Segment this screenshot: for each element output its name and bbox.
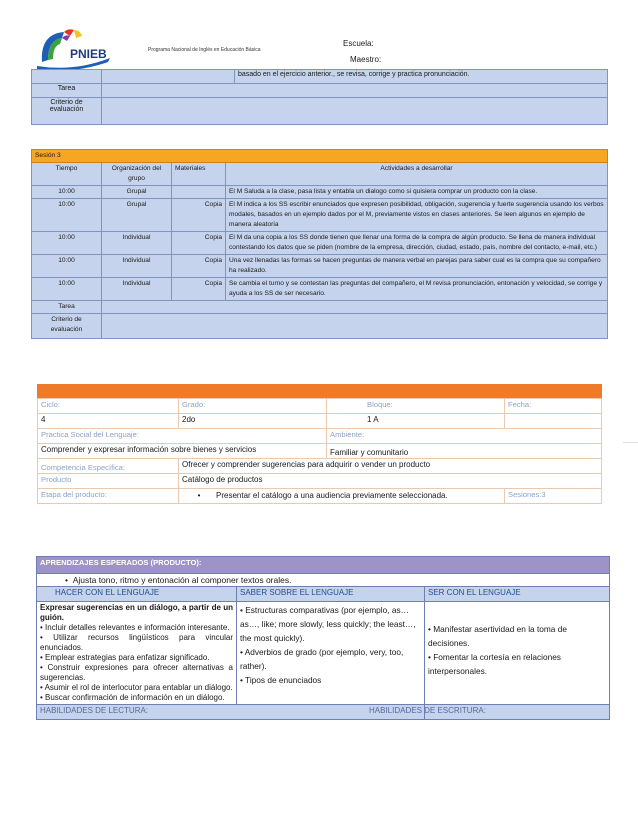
- session-title-row: [32, 150, 608, 163]
- list-item: • Incluir detalles relevantes e información interesante.: [40, 623, 230, 632]
- bloque-label: Bloque:: [327, 399, 505, 414]
- ambiente-value: Familiar y comunitario: [327, 444, 602, 459]
- activity-text: basado en el ejercicio anterior., se revisa, corrige y practica pronunciación.: [235, 70, 608, 84]
- org-cell: Individual: [102, 255, 172, 278]
- criterio-label: Criterio de evaluación: [32, 314, 102, 339]
- producto-value: Catálogo de productos: [179, 474, 602, 489]
- mat-cell: Copia: [172, 278, 226, 301]
- table-row: [32, 255, 608, 278]
- program-name: Programa Nacional de Inglés en Educación Básica: [148, 47, 261, 53]
- esperado-row: [37, 574, 610, 587]
- ser-column: [425, 602, 610, 705]
- escuela-label: Escuela:: [343, 39, 374, 48]
- table-row: [38, 489, 602, 504]
- list-item: • Estructuras comparativas (por ejemplo, as… as…, like; more slowly, less quickly; the least…, the most quickly).: [240, 605, 416, 643]
- aprendizajes-title-row: [37, 557, 610, 574]
- bloque-value: 1 A: [327, 414, 505, 429]
- sesiones-label: Sesiones:3: [505, 489, 602, 504]
- tarea-row: [32, 84, 608, 98]
- act-cell: El M Saluda a la clase, pasa lista y entabla un dialogo como si quisiera comprar un producto con la clase.: [226, 186, 608, 199]
- practica-label: Practica Social del Lenguaje:: [38, 429, 327, 444]
- fecha-label: Fecha:: [505, 399, 602, 414]
- escritura-label: HABILIDADES DE ESCRITURA:: [369, 706, 486, 715]
- pnieb-logo: [34, 22, 114, 72]
- col-header-materiales: Materiales: [172, 163, 226, 186]
- ciclo-table: [37, 398, 602, 504]
- etapa-value: Presentar el catálogo a una audiencia previamente seleccionada.: [216, 491, 448, 500]
- lectura-label: HABILIDADES DE LECTURA:: [37, 705, 425, 720]
- svg-text:PNIEB: PNIEB: [70, 47, 107, 61]
- grado-value: 2do: [179, 414, 327, 429]
- ciclo-value: 4: [38, 414, 179, 429]
- table-row: [32, 186, 608, 199]
- competencia-value: Ofrecer y comprender sugerencias para adquirir o vender un producto: [179, 459, 602, 474]
- content-row: [37, 602, 610, 705]
- org-cell: Grupal: [102, 186, 172, 199]
- column-header-row: [37, 587, 610, 602]
- competencia-label: Competencia Específica:: [38, 459, 179, 474]
- list-item: • Utilizar recursos lingüísticos para vincular enunciados.: [40, 633, 233, 652]
- hacer-column: [37, 602, 237, 705]
- col-header-actividades: Actividades a desarrollar: [226, 163, 608, 186]
- tiempo-cell: 10:00: [32, 186, 102, 199]
- mat-cell: Copia: [172, 232, 226, 255]
- list-item: • Adverbios de grado (por ejemplo, very, too, rather).: [240, 647, 404, 671]
- tarea-label: Tarea: [32, 301, 102, 314]
- table-row: [38, 399, 602, 414]
- grado-label: Grado:: [179, 399, 327, 414]
- mat-cell: Copia: [172, 199, 226, 232]
- etapa-item: [182, 490, 501, 502]
- table-row: [38, 429, 602, 444]
- act-cell: Una vez llenadas las formas se hacen preguntas de manera verbal en parejas para saber cual es la compra que su compañero ha realizado.: [226, 255, 608, 278]
- list-item: • Manifestar asertividad en la toma de decisiones.: [428, 624, 567, 648]
- criterio-row: [32, 314, 608, 339]
- table-row: [38, 474, 602, 489]
- habilidades-row: [37, 705, 610, 720]
- aprendizajes-table: [36, 556, 610, 720]
- ser-header: SER CON EL LENGUAJE: [425, 587, 610, 602]
- table-row: [38, 414, 602, 429]
- ciclo-label: Ciclo:: [38, 399, 179, 414]
- etapa-label: Etapa del producto:: [38, 489, 179, 504]
- tiempo-cell: 10:00: [32, 255, 102, 278]
- mat-cell: [172, 186, 226, 199]
- practica-value: Comprender y expresar información sobre bienes y servicios: [38, 444, 327, 459]
- table-row: [38, 459, 602, 474]
- list-item: • Asumir el rol de interlocutor para entablar un diálogo.: [40, 683, 233, 692]
- tiempo-cell: 10:00: [32, 278, 102, 301]
- ambiente-label: Ambiente:: [327, 429, 602, 444]
- list-item: • Fomentar la cortesía en relaciones interpersonales.: [428, 652, 561, 676]
- org-cell: Grupal: [102, 199, 172, 232]
- mat-cell: Copia: [172, 255, 226, 278]
- list-item: • Buscar confirmación de información en un diálogo.: [40, 693, 225, 702]
- table-row: [38, 444, 602, 459]
- header-row: [32, 163, 608, 186]
- col-header-tiempo: Tiempo: [32, 163, 102, 186]
- org-cell: Individual: [102, 232, 172, 255]
- saber-column: [237, 602, 425, 705]
- aprendizajes-title: APRENDIZAJES ESPERADOS (PRODUCTO):: [37, 557, 610, 574]
- criterio-row: [32, 98, 608, 125]
- previous-session-table: [31, 69, 608, 125]
- producto-label: Producto: [38, 474, 179, 489]
- table-row: [32, 70, 608, 84]
- table-row: [32, 199, 608, 232]
- criterio-label: Criterio de evaluación: [32, 98, 102, 125]
- list-item: • Tipos de enunciados: [240, 675, 322, 685]
- org-cell: Individual: [102, 278, 172, 301]
- act-cell: El M indica a los SS escribir enunciados que expresen posibilidad, obligación, sugerencia y fuerte sugerencia usando los verbos modales, basados en un ejemplo dados por el M, previamente vistos en clases anteriores. Se leen algunos en ejemplo de manera aleatoria: [226, 199, 608, 232]
- maestro-label: Maestro:: [350, 55, 382, 64]
- hacer-title: Expresar sugerencias en un diálogo, a partir de un guión.: [40, 603, 233, 622]
- bullet-icon: •: [65, 575, 73, 585]
- session-3-table: [31, 149, 608, 339]
- saber-header: SABER SOBRE EL LENGUAJE: [237, 587, 425, 602]
- hacer-header: HACER CON EL LENGUAJE: [37, 587, 237, 602]
- col-header-organizacion: Organización del grupo: [102, 163, 172, 186]
- bullet-icon: •: [197, 491, 201, 500]
- orange-header-bar: [37, 384, 602, 398]
- tarea-row: [32, 301, 608, 314]
- table-row: [32, 278, 608, 301]
- list-item: • Emplear estrategias para enfatizar significado.: [40, 653, 210, 662]
- tiempo-cell: 10:00: [32, 232, 102, 255]
- table-row: [32, 232, 608, 255]
- tiempo-cell: 10:00: [32, 199, 102, 232]
- tarea-label: Tarea: [32, 84, 102, 98]
- aprendizaje-esperado: Ajusta tono, ritmo y entonación al componer textos orales.: [72, 575, 292, 585]
- list-item: • Construir expresiones para ofrecer alternativas a sugerencias.: [40, 663, 233, 682]
- act-cell: El M da una copia a los SS donde tienen que llenar una forma de la compra de algún producto. Se llena de manera individual contestando los datos que se piden (nombre de la empresa, dirección, ciudad, estado, país, nombre del contacto, e-mail, etc.): [226, 232, 608, 255]
- session-title: Sesión 3: [32, 150, 608, 163]
- divider: [623, 442, 638, 443]
- act-cell: Se cambia el turno y se contestan las preguntas del compañero, el M revisa pronunciación, entonación y velocidad, se corrige y ayuda a los SS de ser necesario.: [226, 278, 608, 301]
